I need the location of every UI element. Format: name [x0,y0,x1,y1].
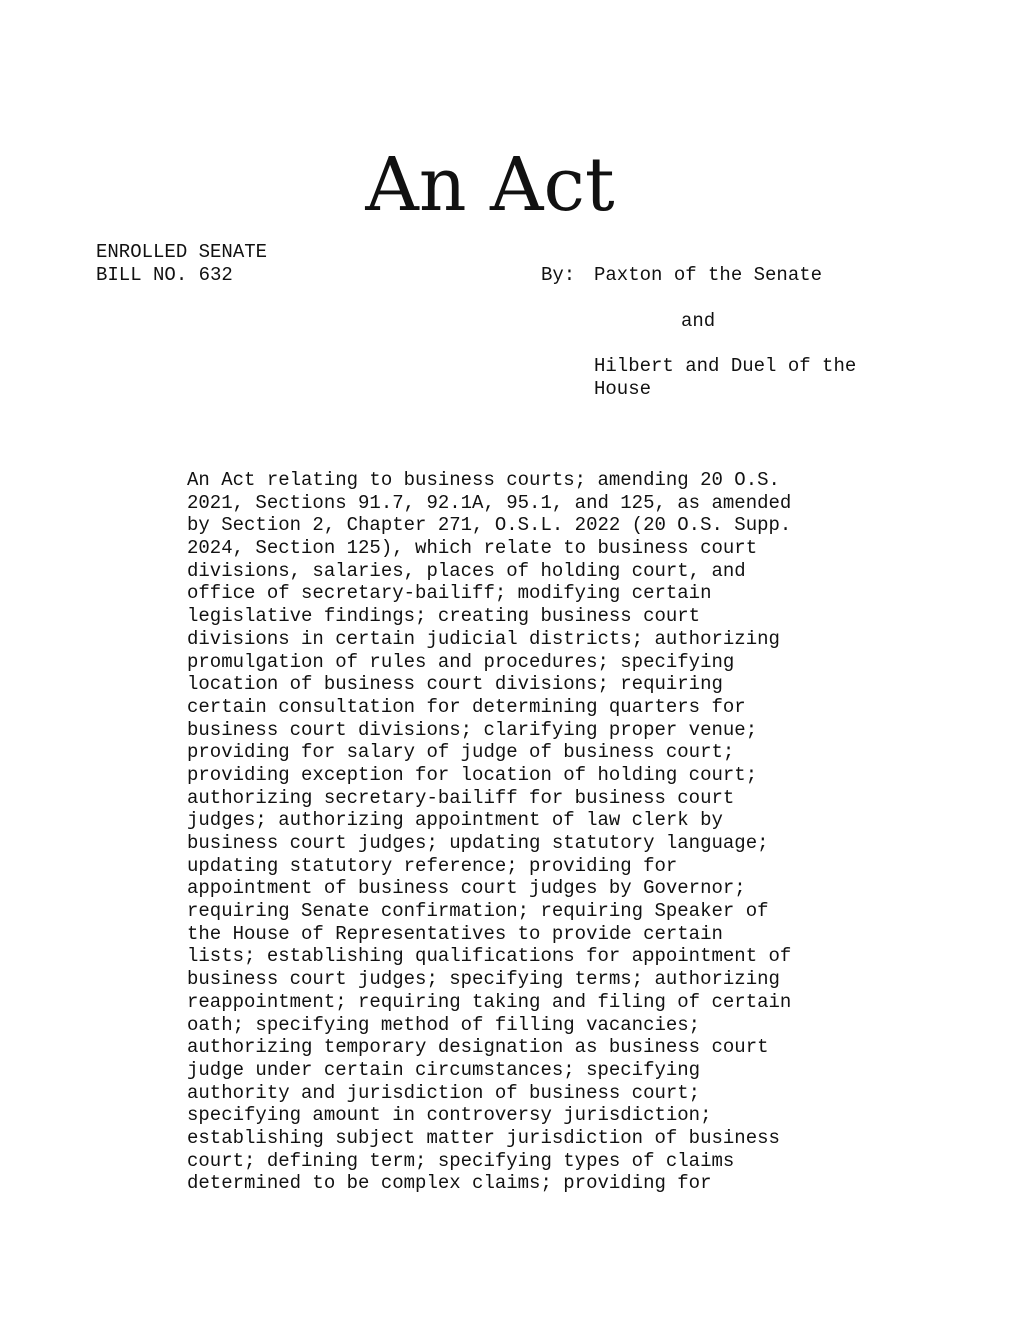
summary-line: judges; authorizing appointment of law clerk by [187,809,723,832]
summary-line: by Section 2, Chapter 271, O.S.L. 2022 (20 O.S. Supp. [187,514,792,537]
sponsor-conjunction: and [681,310,716,332]
document-title: An Act [365,142,615,228]
summary-line: lists; establishing qualifications for appointment of [187,945,792,968]
by-label: By: [541,264,576,286]
summary-line: legislative findings; creating business court [187,605,701,628]
house-sponsor-line-2: House [594,377,652,400]
summary-line: certain consultation for determining quarters for [187,695,746,718]
bill-identifier [96,241,267,286]
summary-line: An Act relating to business courts; amending 20 O.S. [187,469,780,491]
summary-line: the House of Representatives to provide certain [187,922,723,945]
summary-line: court; defining term; specifying types of claims [187,1149,735,1172]
summary-line: requiring Senate confirmation; requiring Speaker of [187,900,769,923]
summary-line: 2024, Section 125), which relate to business court [187,537,758,560]
summary-line: business court judges; updating statutory language; [187,832,769,854]
summary-line: providing for salary of judge of business court; [187,741,735,764]
summary-line: judge under certain circumstances; specifying [187,1058,701,1081]
summary-line: office of secretary-bailiff; modifying certain [187,582,712,605]
summary-line: 2021, Sections 91.7, 92.1A, 95.1, and 125, as amended [187,491,792,514]
house-sponsor-line-1: Hilbert and Duel of the [594,355,857,377]
summary-line: establishing subject matter jurisdiction of business [187,1126,780,1149]
house-sponsor [594,355,856,400]
summary-line: authorizing secretary-bailiff for business court [187,786,735,809]
summary-line: authorizing temporary designation as business court [187,1036,769,1059]
summary-line: determined to be complex claims; providing for [187,1172,712,1195]
act-summary [187,469,791,1195]
summary-line: specifying amount in controversy jurisdiction; [187,1104,712,1127]
summary-line: authority and jurisdiction of business court; [187,1081,701,1104]
summary-line: reappointment; requiring taking and filing of certain [187,990,792,1013]
summary-line: divisions, salaries, places of holding court, and [187,559,746,582]
summary-line: oath; specifying method of filling vacancies; [187,1013,701,1036]
summary-line: providing exception for location of holding court; [187,763,758,786]
summary-line: divisions in certain judicial districts; authorizing [187,627,780,650]
bill-line-1: ENROLLED SENATE [96,241,268,263]
summary-line: promulgation of rules and procedures; specifying [187,650,735,673]
summary-line: updating statutory reference; providing for [187,854,678,877]
summary-line: business court judges; specifying terms; authorizing [187,968,780,991]
summary-line: location of business court divisions; requiring [187,673,723,696]
summary-line: business court divisions; clarifying proper venue; [187,718,758,741]
summary-line: appointment of business court judges by Governor; [187,877,746,900]
bill-line-2: BILL NO. 632 [96,263,233,286]
senate-sponsor: Paxton of the Senate [594,264,823,286]
